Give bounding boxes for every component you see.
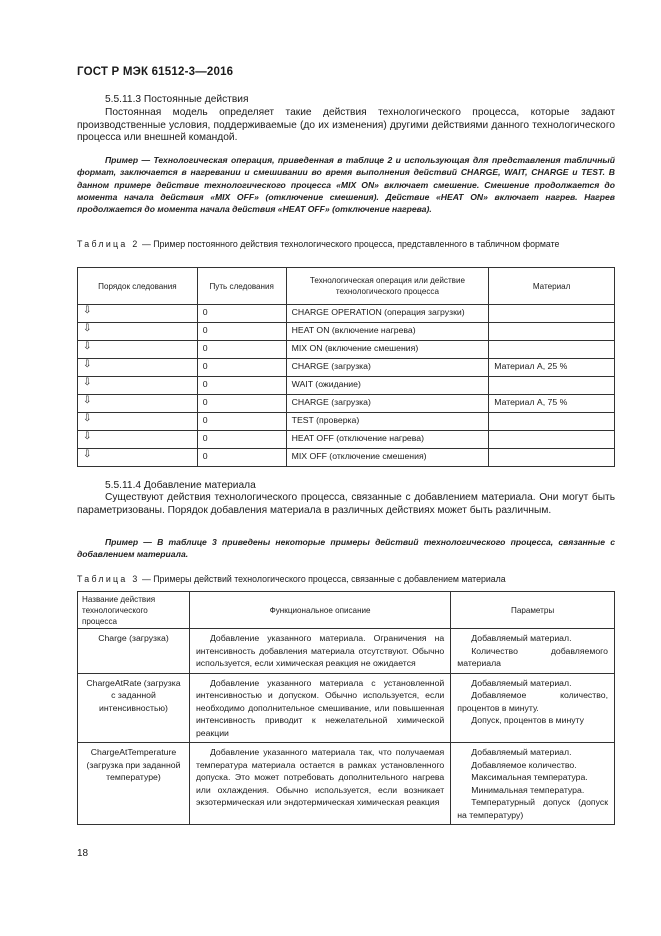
order-cell: ⇩: [78, 431, 198, 449]
material-cell: [489, 305, 615, 323]
action-cell: HEAT ON (включение нагрева): [286, 323, 489, 341]
order-cell: ⇩: [78, 377, 198, 395]
table-row: [78, 359, 615, 377]
order-cell: ⇩: [78, 341, 198, 359]
table-row: [78, 413, 615, 431]
table-row: [78, 323, 615, 341]
material-cell: [489, 323, 615, 341]
description-cell: Добавление указанного материала. Ограничения на интенсивность добавления материала отсутствуют. Обычно используется, если химическая реакция не ожидается: [189, 629, 450, 674]
column-header: Название действия технологического процесса: [78, 592, 190, 629]
path-cell: 0: [197, 395, 286, 413]
table-row: [78, 673, 615, 743]
description-cell: Добавление указанного материала с установленной интенсивностью и допуском. Обычно используется, если необходимо дополнительное смешивание, или повышенная интенсивность приводит к нежелательной химической реакции: [189, 673, 450, 743]
order-cell: ⇩: [78, 359, 198, 377]
description-cell: Добавление указанного материала так, что получаемая температура материала остается в рамках установленного допуска. Это может потребовать дополнительного нагрева или охлаждения. Обычно используется, если возникает экзотермическая или эндотермическая химическая реакция: [189, 743, 450, 825]
table-row: [78, 341, 615, 359]
material-cell: [489, 377, 615, 395]
action-cell: HEAT OFF (отключение нагрева): [286, 431, 489, 449]
parameters-cell: [451, 629, 615, 674]
parameter-item: Минимальная температура.: [471, 784, 585, 795]
section-paragraph: Существуют действия технологического процесса, связанные с добавлением материала. Они могут быть параметризованы. Порядок добавления материала в различных действиях может быть различным.: [77, 492, 615, 516]
table-row: [78, 743, 615, 825]
document-header: ГОСТ Р МЭК 61512-3—2016: [77, 66, 234, 78]
section-paragraph: Постоянная модель определяет такие действия технологического процесса, которые задают производственные условия, поддерживаемые (до их изменения) другими действиями данного технологического процесса или внешней командой.: [77, 107, 615, 144]
path-cell: 0: [197, 377, 286, 395]
table-2: [77, 267, 615, 467]
order-cell: ⇩: [78, 323, 198, 341]
table-3-caption: Таблица 3 — Примеры действий технологического процесса, связанные с добавлением материала: [77, 574, 506, 584]
action-cell: WAIT (ожидание): [286, 377, 489, 395]
action-cell: MIX OFF (отключение смешения): [286, 449, 489, 467]
table-row: [78, 449, 615, 467]
path-cell: 0: [197, 413, 286, 431]
order-cell: ⇩: [78, 305, 198, 323]
column-header: Путь следования: [197, 268, 286, 305]
table-row: [78, 431, 615, 449]
column-header: Технологическая операция или действие технологического процесса: [286, 268, 489, 305]
parameter-item: Добавляемый материал.: [471, 677, 572, 688]
table-header-row: [78, 592, 615, 629]
parameter-item: Добавляемый материал.: [471, 747, 572, 757]
parameter-item: Температурный допуск (допуск на температуру): [457, 797, 608, 820]
material-cell: [489, 449, 615, 467]
order-cell: ⇩: [78, 395, 198, 413]
action-name-cell: ChargeAtRate (загрузка с заданной интенсивностью): [78, 673, 190, 743]
order-cell: ⇩: [78, 413, 198, 431]
table-row: [78, 377, 615, 395]
parameter-item: Добавляемое количество, процентов в минуту.: [457, 690, 608, 713]
action-cell: TEST (проверка): [286, 413, 489, 431]
path-cell: 0: [197, 431, 286, 449]
example-note: Пример — Технологическая операция, приведенная в таблице 2 и использующая для представления табличный формат, заключается в нагревании и смешивании во время выполнения действий CHARGE, WAIT, CHARGE и TEST. В данном примере действие технологического процесса «MIX ON» включает смешение. Смешение продолжается до момента начала действия «MIX OFF» (отключение смешения). Действие «HEAT ON» включает нагрев. Нагрев продолжается до момента начала действия «HEAT OFF» (отключение нагрева).: [77, 155, 615, 215]
section-heading-5-5-11-4: 5.5.11.4 Добавление материала: [105, 480, 256, 491]
action-cell: CHARGE OPERATION (операция загрузки): [286, 305, 489, 323]
column-header: Функциональное описание: [189, 592, 450, 629]
material-cell: [489, 341, 615, 359]
parameters-cell: [451, 673, 615, 743]
parameters-cell: [451, 743, 615, 825]
material-cell: Материал А, 25 %: [489, 359, 615, 377]
path-cell: 0: [197, 305, 286, 323]
action-cell: MIX ON (включение смешения): [286, 341, 489, 359]
action-name-cell: ChargeAtTemperature (загрузка при заданной температуре): [78, 743, 190, 825]
path-cell: 0: [197, 341, 286, 359]
parameter-item: Добавляемое количество.: [471, 759, 577, 770]
table-row: [78, 395, 615, 413]
parameter-item: Добавляемый материал.: [471, 633, 572, 643]
column-header: Материал: [489, 268, 615, 305]
path-cell: 0: [197, 449, 286, 467]
action-cell: CHARGE (загрузка): [286, 359, 489, 377]
table-row: [78, 629, 615, 674]
action-cell: CHARGE (загрузка): [286, 395, 489, 413]
path-cell: 0: [197, 359, 286, 377]
parameter-item: Количество добавляемого материала: [457, 645, 608, 668]
material-cell: [489, 431, 615, 449]
table-2-caption: Таблица 2 — Пример постоянного действия технологического процесса, представленного в табличном формате: [77, 239, 560, 249]
table-3: [77, 591, 615, 825]
path-cell: 0: [197, 323, 286, 341]
column-header: Порядок следования: [78, 268, 198, 305]
parameter-item: Допуск, процентов в минуту: [471, 715, 585, 725]
column-header: Параметры: [451, 592, 615, 629]
section-heading-5-5-11-3: 5.5.11.3 Постоянные действия: [105, 94, 249, 105]
material-cell: Материал А, 75 %: [489, 395, 615, 413]
order-cell: ⇩: [78, 449, 198, 467]
table-header-row: [78, 268, 615, 305]
example-note: Пример — В таблице 3 приведены некоторые примеры действий технологического процесса, связанные с добавлением материала.: [77, 537, 615, 560]
parameter-item: Максимальная температура.: [471, 772, 588, 782]
table-row: [78, 305, 615, 323]
page-number: 18: [77, 848, 89, 859]
material-cell: [489, 413, 615, 431]
action-name-cell: Charge (загрузка): [78, 629, 190, 674]
